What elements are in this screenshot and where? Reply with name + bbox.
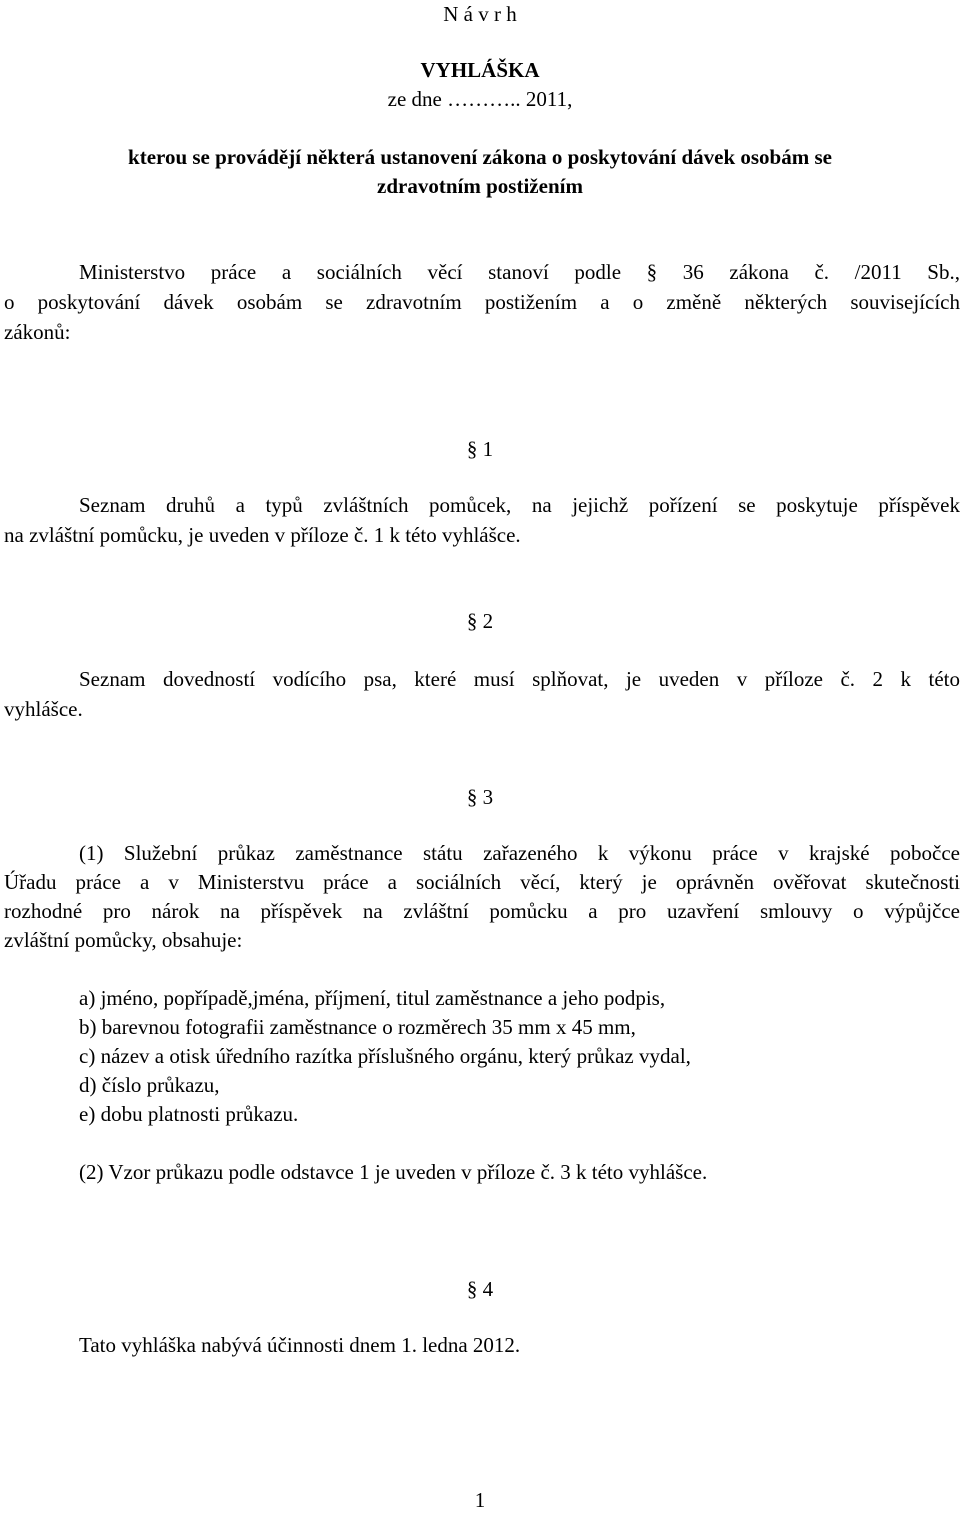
list-item: c) název a otisk úředního razítka příslušného orgánu, který průkaz vydal, [79, 1044, 691, 1068]
list-item: d) číslo průkazu, [79, 1073, 220, 1097]
preamble-line-3: zákonů: [4, 320, 71, 344]
section-2-line-1: Seznam dovedností vodícího psa, které musí splňovat, je uveden v příloze č. 2 k této [79, 667, 960, 691]
section-3-paragraph-1-line-3: rozhodné pro nárok na příspěvek na zvláštní pomůcku a pro uzavření smlouvy o výpůjčce [4, 899, 960, 923]
document-title-line-1: kterou se provádějí některá ustanovení zákona o poskytování dávek osobám se [128, 145, 832, 169]
section-1-line-2: na zvláštní pomůcku, je uveden v příloze č. 1 k této vyhlášce. [4, 523, 521, 547]
section-3-paragraph-1-line-1: (1) Služební průkaz zaměstnance státu zařazeného k výkonu práce v krajské pobočce [79, 841, 960, 865]
section-1-heading: § 1 [466, 437, 494, 461]
section-4-heading: § 4 [466, 1277, 494, 1301]
list-item: e) dobu platnosti průkazu. [79, 1102, 299, 1126]
section-1-line-1: Seznam druhů a typů zvláštních pomůcek, na jejichž pořízení se poskytuje příspěvek [79, 493, 960, 517]
section-3-paragraph-1-line-2: Úřadu práce a v Ministerstvu práce a sociálních věcí, který je oprávněn ověřovat skutečnosti [4, 870, 960, 894]
list-item: b) barevnou fotografii zaměstnance o rozměrech 35 mm x 45 mm, [79, 1015, 636, 1039]
section-3-paragraph-2: (2) Vzor průkazu podle odstavce 1 je uveden v příloze č. 3 k této vyhlášce. [79, 1160, 708, 1184]
list-item: a) jméno, popřípadě,jména, příjmení, titul zaměstnance a jeho podpis, [79, 986, 666, 1010]
section-3-paragraph-1-line-4: zvláštní pomůcky, obsahuje: [4, 928, 243, 952]
preamble-line-1: Ministerstvo práce a sociálních věcí stanoví podle § 36 zákona č. /2011 Sb., [79, 260, 960, 284]
draft-label: N á v r h [443, 2, 517, 26]
section-2-line-2: vyhlášce. [4, 697, 83, 721]
document-date: ze dne ……….. 2011, [387, 87, 573, 111]
page-number: 1 [474, 1488, 486, 1512]
document-type: VYHLÁŠKA [420, 58, 540, 82]
section-4-text: Tato vyhláška nabývá účinnosti dnem 1. ledna 2012. [79, 1333, 521, 1357]
section-2-heading: § 2 [466, 609, 494, 633]
document-title-line-2: zdravotním postižením [377, 174, 583, 198]
section-3-heading: § 3 [466, 785, 494, 809]
preamble-line-2: o poskytování dávek osobám se zdravotním postižením a o změně některých souvisejících [4, 290, 960, 314]
